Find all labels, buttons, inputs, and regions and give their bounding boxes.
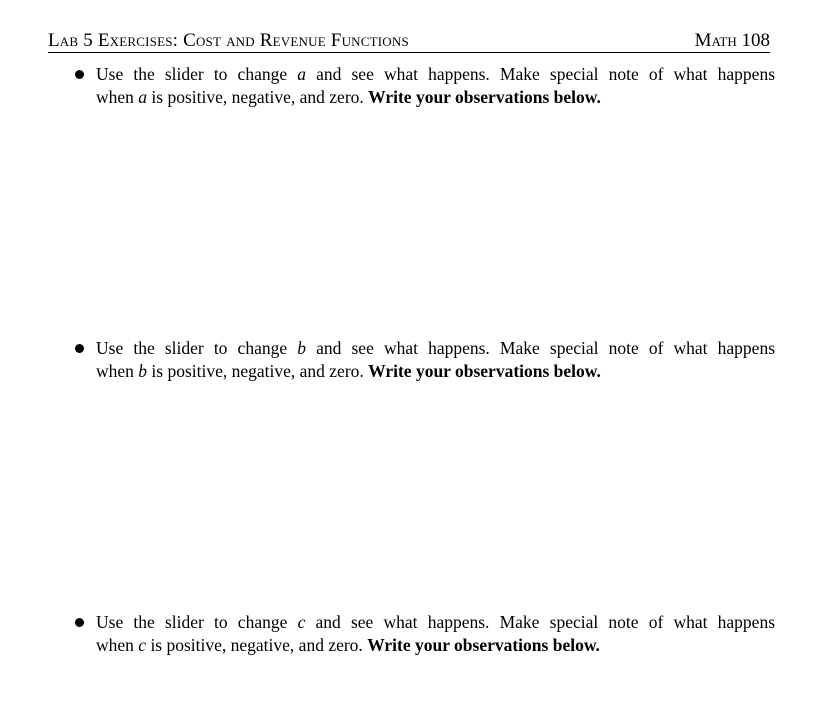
exercise-line-1 xyxy=(96,63,775,86)
exercise-prefix: Use the slider to change xyxy=(96,64,288,84)
exercise-line-2 xyxy=(96,360,775,383)
lab-title: Lab 5 Exercises: Cost and Revenue Functions xyxy=(48,30,409,51)
exercise-line-2 xyxy=(96,634,775,657)
exercise-prefix: Use the slider to change xyxy=(96,612,288,632)
exercise-line2-rest: is positive, negative, and zero. xyxy=(151,87,364,107)
course-label: Math 108 xyxy=(694,30,770,51)
page-header xyxy=(48,28,770,53)
bullet-icon xyxy=(75,344,84,353)
variable-name: a xyxy=(138,87,148,107)
exercise-line-1 xyxy=(96,611,775,634)
exercise-text xyxy=(96,63,775,109)
exercise-mid: and see what happens. Make special note of what happens xyxy=(316,64,776,84)
exercise-mid: and see what happens. Make special note of what happens xyxy=(315,612,776,632)
exercise-text xyxy=(96,337,775,383)
exercise-line2-start: when xyxy=(96,87,134,107)
variable-name: b xyxy=(138,361,148,381)
bullet-icon xyxy=(75,70,84,79)
exercise-prefix: Use the slider to change xyxy=(96,338,288,358)
variable-name: c xyxy=(138,635,147,655)
variable-name: a xyxy=(297,64,306,84)
exercise-line-2 xyxy=(96,86,775,109)
exercise-emphasis: Write your observations below. xyxy=(368,87,601,107)
bullet-icon xyxy=(75,618,84,627)
exercise-line2-rest: is positive, negative, and zero. xyxy=(151,361,364,381)
exercise-line-1 xyxy=(96,337,775,360)
exercise-emphasis: Write your observations below. xyxy=(368,361,601,381)
exercise-emphasis: Write your observations below. xyxy=(367,635,600,655)
exercise-text xyxy=(96,611,775,657)
exercise-line2-start: when xyxy=(96,635,134,655)
exercise-mid: and see what happens. Make special note of what happens xyxy=(316,338,776,358)
variable-name: c xyxy=(297,612,306,632)
exercise-line2-rest: is positive, negative, and zero. xyxy=(150,635,363,655)
variable-name: b xyxy=(297,338,306,358)
exercise-line2-start: when xyxy=(96,361,134,381)
